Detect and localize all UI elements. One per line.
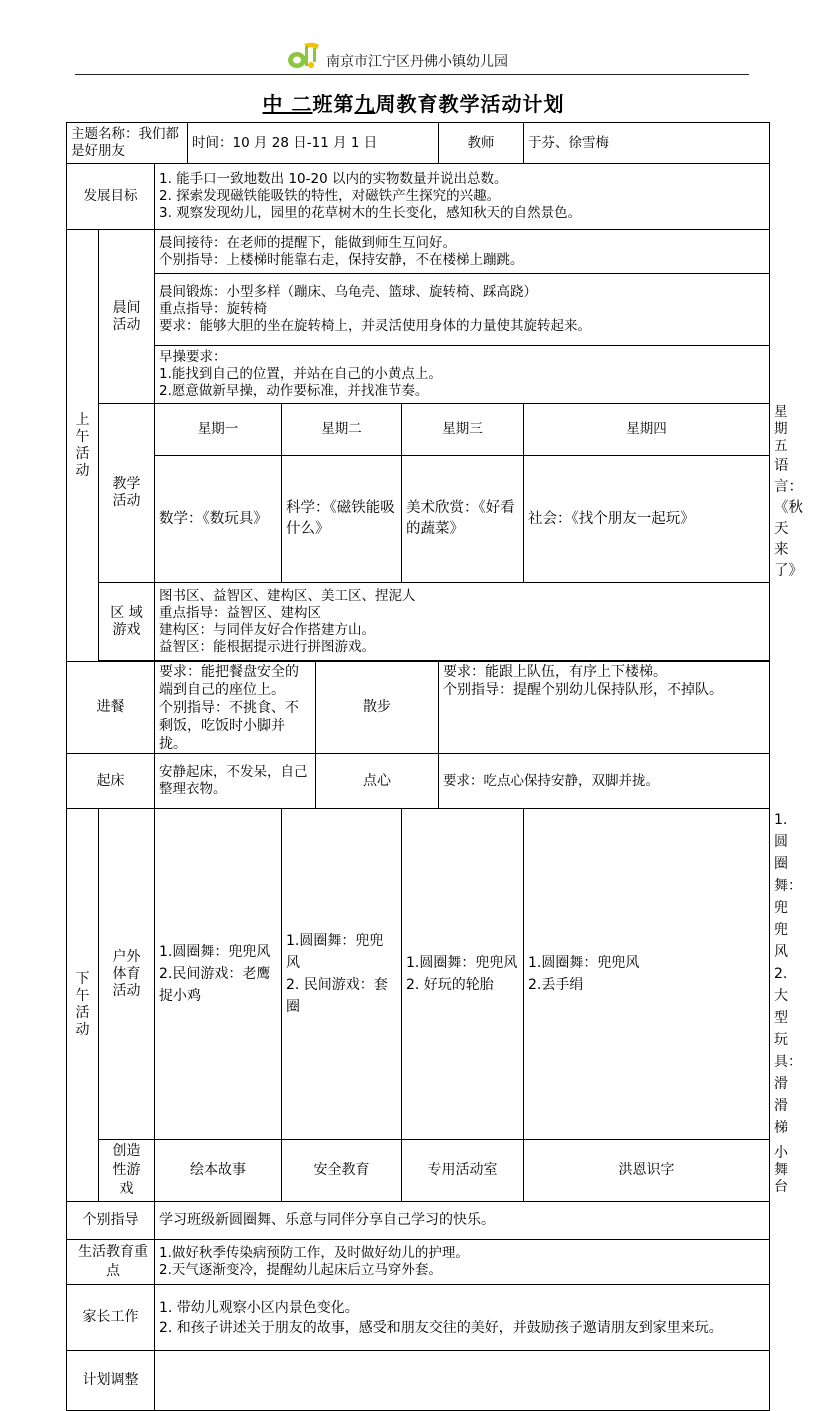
meal-label: 进餐 xyxy=(67,662,155,754)
info-row xyxy=(67,123,770,164)
wake-row xyxy=(67,754,770,809)
teacher-label: 教师 xyxy=(439,123,524,164)
walk-line: 要求：能跟上队伍，有序上下楼梯。 xyxy=(443,664,667,680)
exercise-content xyxy=(155,274,770,346)
header-rule xyxy=(75,74,749,75)
class-label: 中 二 xyxy=(262,92,313,116)
goals-content xyxy=(155,164,770,230)
meal-row xyxy=(67,662,770,754)
snack-content: 要求：吃点心保持安静，双脚并拢。 xyxy=(439,754,770,809)
life-row xyxy=(67,1240,770,1285)
morning-activity-label: 晨间活动 xyxy=(99,230,155,404)
outdoor-thu: 1.圆圈舞：兜兜风 2.丢手绢 xyxy=(524,809,770,1140)
exercise-line: 晨间锻炼：小型多样（蹦床、乌龟壳、篮球、旋转椅、踩高跷） xyxy=(159,284,537,300)
drill-content xyxy=(155,346,770,404)
teaching-tue: 科学：《磁铁能吸什么》 xyxy=(282,456,402,583)
walk-line: 个别指导：提醒个别幼儿保持队形，不掉队。 xyxy=(443,682,723,698)
area-line: 益智区：能根据提示进行拼图游戏。 xyxy=(159,638,375,655)
parents-label: 家长工作 xyxy=(67,1285,155,1351)
teaching-row: 数学：《数玩具》 科学：《磁铁能吸什么》 美术欣赏：《好看的蔬菜》 社会：《找个朋友一起玩》 语言：《秋天来了》 xyxy=(67,456,770,583)
life-content xyxy=(155,1240,770,1285)
weekday-thu: 星期四 xyxy=(524,404,770,456)
walk-content xyxy=(439,662,770,754)
outdoor-row: 下午活动 户外体育活动 1.圆圈舞：兜兜风 2.民间游戏：老鹰捉小鸡 1.圆圈舞：兜兜风 2. 民间游戏：套圈 1.圆圈舞：兜兜风 2. 好玩的轮胎 1.圆圈舞：兜兜风 2.丢手绢 1.圆圈舞：兜兜风 2.大型玩具：滑滑梯 xyxy=(67,809,770,1140)
area-line: 重点指导：益智区、建构区 xyxy=(159,604,321,621)
morning-reception-row xyxy=(67,230,770,274)
adjust-row xyxy=(67,1351,770,1411)
page-title xyxy=(0,88,827,117)
area-row xyxy=(67,583,770,661)
creative-thu: 洪恩识字 xyxy=(524,1140,770,1202)
goal-item: 1. 能手口一致地数出 10-20 以内的实物数量并说出总数。 xyxy=(159,171,508,187)
goal-item: 3. 观察发现幼儿，园里的花草树木的生长变化，感知秋天的自然景色。 xyxy=(159,205,582,221)
individual-content: 学习班级新圆圈舞、乐意与同伴分享自己学习的快乐。 xyxy=(155,1202,770,1240)
afternoon-section-label: 下午活动 xyxy=(67,809,99,1202)
title-mid2: 周教育教学活动计划 xyxy=(375,92,565,116)
creative-wed: 专用活动室 xyxy=(402,1140,524,1202)
creative-mon: 绘本故事 xyxy=(155,1140,282,1202)
teaching-label: 教学活动 xyxy=(99,404,155,583)
teaching-wed: 美术欣赏：《好看的蔬菜》 xyxy=(402,456,524,583)
exercise-line: 重点指导：旋转椅 xyxy=(159,301,267,317)
week-number: 九 xyxy=(354,92,376,116)
area-line: 建构区：与同伴友好合作搭建方山。 xyxy=(159,621,375,638)
meal-line: 要求：能把餐盘安全的端到自己的座位上。 xyxy=(159,664,299,698)
teacher-names: 于芬、徐雪梅 xyxy=(524,123,770,164)
time-cell: 时间：10 月 28 日-11 月 1 日 xyxy=(188,123,439,164)
teaching-thu: 社会：《找个朋友一起玩》 xyxy=(524,456,770,583)
morning-drill-row xyxy=(67,346,770,404)
morning-exercise-row xyxy=(67,274,770,346)
reception-line: 晨间接待：在老师的提醒下，能做到师生互问好。 xyxy=(159,234,456,251)
creative-label: 创造性游戏 xyxy=(99,1140,155,1202)
weekday-mon: 星期一 xyxy=(155,404,282,456)
snack-label: 点心 xyxy=(316,754,439,809)
goal-item: 2. 探索发现磁铁能吸铁的特性，对磁铁产生探究的兴趣。 xyxy=(159,188,501,204)
outdoor-wed: 1.圆圈舞：兜兜风 2. 好玩的轮胎 xyxy=(402,809,524,1140)
life-line: 1.做好秋季传染病预防工作，及时做好幼儿的护理。 xyxy=(159,1245,469,1261)
parents-line: 1. 带幼儿观察小区内景色变化。 xyxy=(159,1299,359,1316)
plan-table xyxy=(66,122,803,1411)
meal-content xyxy=(155,662,316,754)
weekday-wed: 星期三 xyxy=(402,404,524,456)
area-content xyxy=(155,583,770,661)
area-label: 区 域游戏 xyxy=(99,583,155,661)
wake-label: 起床 xyxy=(67,754,155,809)
parents-content xyxy=(155,1285,770,1351)
walk-label: 散步 xyxy=(316,662,439,754)
individual-label: 个别指导 xyxy=(67,1202,155,1240)
adjust-content xyxy=(155,1351,770,1411)
wake-content: 安静起床，不发呆，自己整理衣物。 xyxy=(155,754,316,809)
creative-row: 创造性游戏 绘本故事 安全教育 专用活动室 洪恩识字 小舞台 xyxy=(67,1140,770,1202)
drill-line: 早操要求： xyxy=(159,349,227,365)
title-mid1: 班第 xyxy=(312,92,355,116)
exercise-line: 要求：能够大胆的坐在旋转椅上，并灵活使用身体的力量使其旋转起来。 xyxy=(159,318,591,334)
individual-row xyxy=(67,1202,770,1240)
weekday-tue: 星期二 xyxy=(282,404,402,456)
school-logo-icon xyxy=(286,40,324,70)
life-label: 生活教育重 点 xyxy=(67,1240,155,1285)
life-line: 2.天气逐渐变冷，提醒幼儿起床后立马穿外套。 xyxy=(159,1262,442,1278)
morning-section-label: 上午活动 xyxy=(67,230,99,662)
reception-line: 个别指导：上楼梯时能靠右走，保持安静，不在楼梯上蹦跳。 xyxy=(159,251,524,268)
reception-content xyxy=(155,230,770,274)
weekday-header-row: 教学活动 星期一 星期二 星期三 星期四 星期五 xyxy=(67,404,770,456)
goals-label: 发展目标 xyxy=(67,164,155,230)
parents-row xyxy=(67,1285,770,1351)
goals-row xyxy=(67,164,770,230)
outdoor-label: 户外体育活动 xyxy=(99,809,155,1140)
parents-line: 2. 和孩子讲述关于朋友的故事，感受和朋友交往的美好，并鼓励孩子邀请朋友到家里来玩。 xyxy=(159,1319,723,1336)
teaching-mon: 数学：《数玩具》 xyxy=(155,456,282,583)
meal-line: 个别指导：不挑食、不剩饭，吃饭时小脚并拢。 xyxy=(159,700,299,752)
theme-cell: 主题名称：我们都是好朋友 xyxy=(67,123,188,164)
drill-line: 2.愿意做新早操，动作要标准，并找准节奏。 xyxy=(159,383,429,399)
outdoor-tue: 1.圆圈舞：兜兜风 2. 民间游戏：套圈 xyxy=(282,809,402,1140)
school-name: 南京市江宁区丹佛小镇幼儿园 xyxy=(326,54,508,70)
area-line: 图书区、益智区、建构区、美工区、捏泥人 xyxy=(159,587,416,604)
adjust-label: 计划调整 xyxy=(67,1351,155,1411)
drill-line: 1.能找到自己的位置，并站在自己的小黄点上。 xyxy=(159,366,442,382)
page-header xyxy=(0,0,827,80)
outdoor-mon: 1.圆圈舞：兜兜风 2.民间游戏：老鹰捉小鸡 xyxy=(155,809,282,1140)
creative-tue: 安全教育 xyxy=(282,1140,402,1202)
